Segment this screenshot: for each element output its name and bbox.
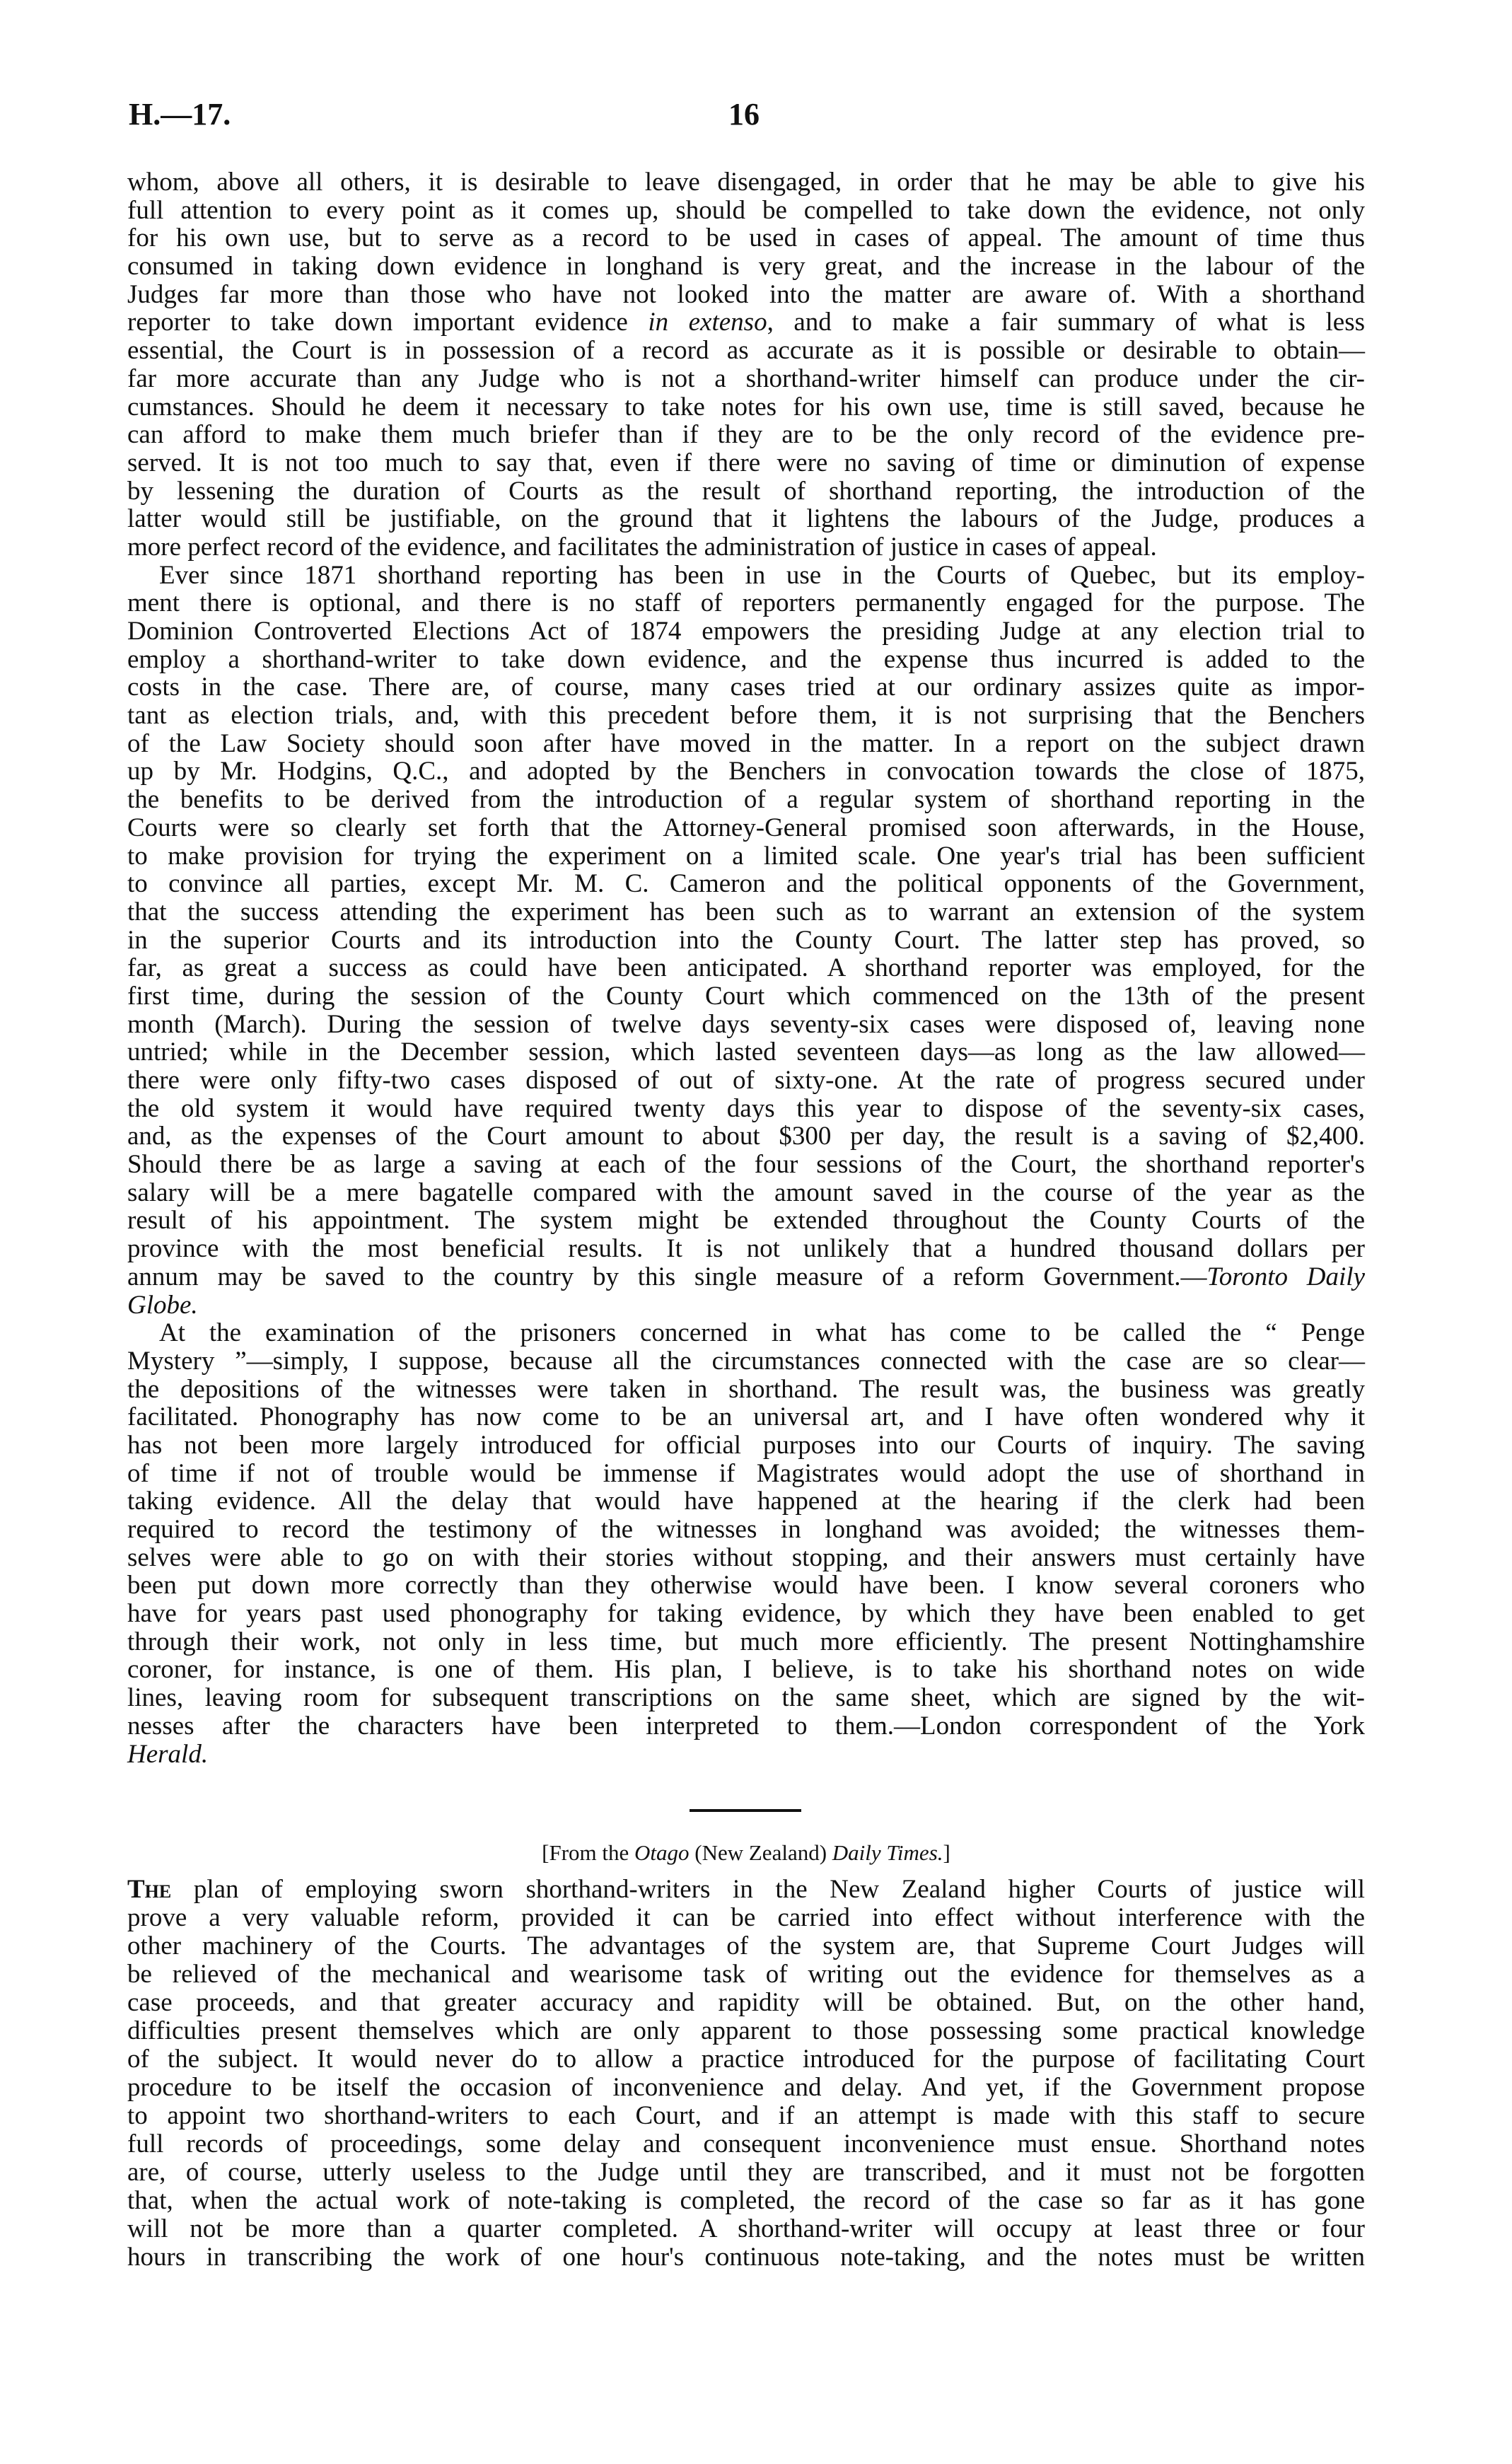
text-line: has not been more largely introduced for official purposes into our Courts of inquiry. The saving (127, 1430, 1365, 1460)
text-line: the depositions of the witnesses were taken in shorthand. The result was, the business was greatly (127, 1374, 1365, 1404)
text-line: there were only fifty-two cases disposed of out of sixty-one. At the rate of progress secured under (127, 1066, 1365, 1095)
text-line: result of his appointment. The system might be extended throughout the County Courts of the (127, 1206, 1365, 1236)
paragraph (127, 1876, 1365, 2272)
text-line: latter would still be justifiable, on the ground that it lightens the labours of the Judge, produces a (127, 504, 1365, 534)
text-line: province with the most beneficial results. It is not unlikely that a hundred thousand dollars per (127, 1234, 1365, 1264)
italic-text: Globe. (127, 1290, 198, 1320)
source-caption: [From the Otago (New Zealand) Daily Times.] (542, 1840, 950, 1865)
text-line: month (March). During the session of twelve days seventy-six cases were disposed of, leaving none (127, 1009, 1365, 1039)
text-line: the benefits to be derived from the introduction of a regular system of shorthand reporting in the (127, 785, 1365, 815)
small-caps-text: The (127, 1875, 172, 1904)
text-line: salary will be a mere bagatelle compared with the amount saved in the course of the year as the (127, 1178, 1365, 1207)
text-line: and, as the expenses of the Court amount to about $300 per day, the result is a saving of $2,400. (127, 1122, 1365, 1151)
paragraph (127, 1319, 1365, 1768)
text-line: more perfect record of the evidence, and facilitates the administration of justice in cases of appeal. (127, 532, 1157, 562)
text-line: hours in transcribing the work of one hour's continuous note-taking, and the notes must be written (127, 2243, 1365, 2272)
text-line: prove a very valuable reform, provided it can be carried into effect without interference with the (127, 1903, 1365, 1932)
text-line: have for years past used phonography for taking evidence, by which they have been enabled to get (127, 1599, 1365, 1629)
text-line: are, of course, utterly useless to the Judge until they are transcribed, and it must not be forgotten (127, 2158, 1365, 2187)
text-line: to convince all parties, except Mr. M. C. Cameron and the political opponents of the Government, (127, 869, 1365, 899)
text-line: difficulties present themselves which are only apparent to those possessing some practical knowledge (127, 2016, 1365, 2045)
italic-text: Daily Times. (832, 1840, 943, 1865)
text-line: costs in the case. There are, of course, many cases tried at our ordinary assizes quite as impor- (127, 673, 1365, 702)
section-divider (690, 1809, 801, 1812)
text-line: served. It is not too much to say that, even if there were no saving of time or diminution of expense (127, 448, 1365, 477)
text-line: nesses after the characters have been interpreted to them.—London correspondent of the York (127, 1711, 1365, 1741)
text-line: can afford to make them much briefer than if they are to be the only record of the evidence pre- (127, 420, 1365, 450)
text-line: Ever since 1871 shorthand reporting has been in use in the Courts of Quebec, but its employ- (159, 560, 1365, 590)
text-line: required to record the testimony of the witnesses in longhand was avoided; the witnesses them- (127, 1515, 1365, 1544)
article-body-otago (127, 1876, 1365, 2272)
text-line: case proceeds, and that greater accuracy and rapidity will be obtained. But, on the other hand, (127, 1988, 1365, 2017)
text-line: Judges far more than those who have not looked into the matter are aware of. With a shorthand (127, 279, 1365, 309)
text-line: other machinery of the Courts. The advantages of the system are, that Supreme Court Judges will (127, 1931, 1365, 1960)
text-line: facilitated. Phonography has now come to be an universal art, and I have often wondered why it (127, 1402, 1365, 1432)
article-body-main (127, 168, 1365, 1768)
text-line: Mystery ”—simply, I suppose, because all the circumstances connected with the case are so clear— (127, 1346, 1365, 1376)
text-line: by lessening the duration of Courts as the result of shorthand reporting, the introduction of the (127, 476, 1365, 506)
italic-text: Otago (634, 1840, 690, 1865)
text-line: far, as great a success as could have been anticipated. A shorthand reporter was employed, for the (127, 953, 1365, 983)
text-line: up by Mr. Hodgins, Q.C., and adopted by the Benchers in convocation towards the close of 1875, (127, 757, 1365, 786)
text-line: full records of proceedings, some delay and consequent inconvenience must ensue. Shorthand notes (127, 2129, 1365, 2158)
text-line: be relieved of the mechanical and wearisome task of writing out the evidence for themselves as a (127, 1960, 1365, 1989)
text-line: employ a shorthand-writer to take down evidence, and the expense thus incurred is added to the (127, 644, 1365, 674)
text-line: full attention to every point as it comes up, should be compelled to take down the evidence, not only (127, 195, 1365, 225)
italic-text: Toronto Daily (1206, 1262, 1365, 1291)
text-line: that, when the actual work of note-taking is completed, the record of the case so far as it has gone (127, 2186, 1365, 2215)
document-reference: H.—17. (129, 97, 231, 132)
text-line: At the examination of the prisoners concerned in what has come to be called the “ Penge (159, 1318, 1365, 1348)
text-line: lines, leaving room for subsequent transcriptions on the same sheet, which are signed by the wit- (127, 1683, 1365, 1713)
text-line: to appoint two shorthand-writers to each Court, and if an attempt is made with this staff to secure (127, 2101, 1365, 2130)
text-line: The plan of employing sworn shorthand-writers in the New Zealand higher Courts of justice will (127, 1875, 1365, 1904)
text-line: to make provision for trying the experiment on a limited scale. One year's trial has been sufficient (127, 841, 1365, 871)
italic-text: in extenso (648, 308, 767, 337)
text-line: through their work, not only in less time, but much more efficiently. The present Nottinghamshire (127, 1627, 1365, 1656)
text-line: whom, above all others, it is desirable to leave disengaged, in order that he may be able to give his (127, 168, 1365, 197)
italic-text: Herald. (127, 1739, 209, 1769)
paragraph (127, 168, 1365, 562)
text-line: in the superior Courts and its introduction into the County Court. The latter step has proved, so (127, 925, 1365, 955)
text-line: taking evidence. All the delay that would have happened at the hearing if the clerk had been (127, 1487, 1365, 1516)
text-line: Courts were so clearly set forth that the Attorney-General promised soon afterwards, in the House, (127, 813, 1365, 842)
text-line: Dominion Controverted Elections Act of 1874 empowers the presiding Judge at any election trial to (127, 617, 1365, 646)
text-line: annum may be saved to the country by this single measure of a reform Government.—Toronto Daily (127, 1262, 1365, 1291)
text-line: ment there is optional, and there is no staff of reporters permanently engaged for the purpose. The (127, 588, 1365, 618)
text-line: the old system it would have required twenty days this year to dispose of the seventy-six cases, (127, 1093, 1365, 1123)
text-line: essential, the Court is in possession of a record as accurate as it is possible or desirable to obtain— (127, 336, 1365, 366)
text-line (127, 1741, 1365, 1769)
paragraph (127, 562, 1365, 1320)
text-line: coroner, for instance, is one of them. His plan, I believe, is to take his shorthand notes on wide (127, 1655, 1365, 1685)
text-line: first time, during the session of the County Court which commenced on the 13th of the present (127, 981, 1365, 1011)
text-line: will not be more than a quarter completed. A shorthand-writer will occupy at least three or four (127, 2214, 1365, 2243)
text-line: of the subject. It would never do to allow a practice introduced for the purpose of facilitating Court (127, 2045, 1365, 2074)
text-line: tant as election trials, and, with this precedent before them, it is not surprising that the Benchers (127, 701, 1365, 731)
text-line: of the Law Society should soon after have moved in the matter. In a report on the subject drawn (127, 728, 1365, 758)
text-line: Should there be as large a saving at each of the four sessions of the Court, the shorthand reporter's (127, 1150, 1365, 1180)
text-line: procedure to be itself the occasion of inconvenience and delay. And yet, if the Government propose (127, 2073, 1365, 2102)
text-line: consumed in taking down evidence in longhand is very great, and the increase in the labour of the (127, 252, 1365, 281)
page-number: 16 (728, 97, 760, 132)
text-line: been put down more correctly than they otherwise would have been. I know several coroners who (127, 1571, 1365, 1600)
text-line: far more accurate than any Judge who is not a shorthand-writer himself can produce under the cir- (127, 364, 1365, 393)
text-line: cumstances. Should he deem it necessary to take notes for his own use, time is still saved, because he (127, 392, 1365, 422)
text-line: that the success attending the experiment has been such as to warrant an extension of the system (127, 897, 1365, 926)
text-line: reporter to take down important evidence in extenso, and to make a fair summary of what is less (127, 308, 1366, 337)
text-line: for his own use, but to serve as a record to be used in cases of appeal. The amount of time thus (127, 223, 1365, 253)
text-line (127, 1291, 1365, 1320)
text-line: selves were able to go on with their stories without stopping, and their answers must certainly have (127, 1542, 1365, 1572)
text-line: of time if not of trouble would be immense if Magistrates would adopt the use of shorthand in (127, 1458, 1365, 1488)
text-line: untried; while in the December session, which lasted seventeen days—as long as the law allowed— (127, 1038, 1365, 1067)
